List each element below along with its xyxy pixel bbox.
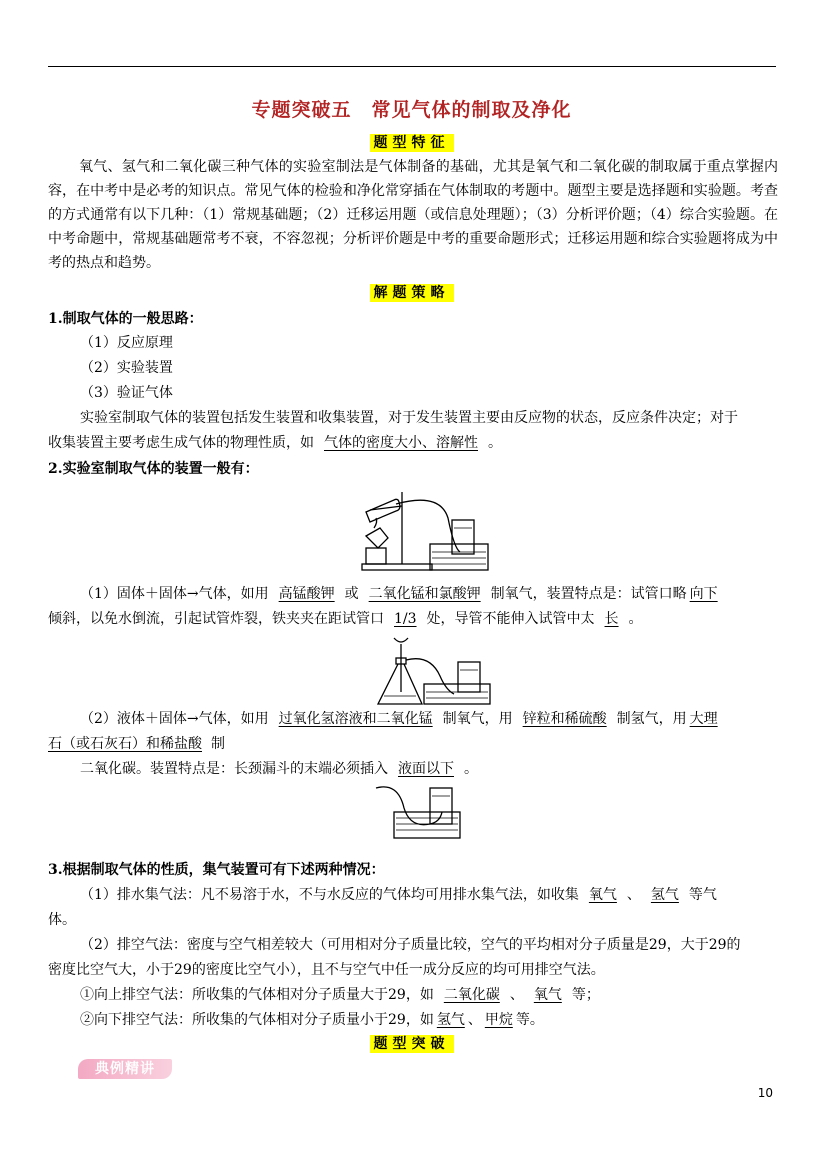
answer-blank: 大理 bbox=[689, 711, 718, 727]
s2-p2-text: 制氢气，用 bbox=[616, 711, 687, 727]
answer-blank: 气体的密度大小、溶解性 bbox=[324, 435, 478, 451]
water-collection-figure bbox=[374, 784, 464, 840]
answer-blank: 氧气 bbox=[533, 987, 562, 1003]
section-label: 题型特征 bbox=[370, 134, 454, 152]
answer-blank: 液面以下 bbox=[398, 761, 454, 777]
answer-blank: 向下 bbox=[689, 586, 718, 602]
answer-blank: 二氧化碳 bbox=[443, 987, 500, 1003]
intro-paragraph: 氧气、氢气和二氧化碳三种气体的实验室制法是气体制备的基础，尤其是氧气和二氧化碳的制取属于重点掌握内容，在中考中是必考的知识点。常见气体的检验和净化常穿插在气体制取的考题中。题型主要是选择题和实验题。考查的方式通常有以下几种：（1）常规基础题；（2）迁移运用题（或信息处理题）；（3）分析评价题；（4）综合实验题。在中考命题中，常规基础题常考不衰，不容忽视；分析评价题是中考的重要命题形式；迁移运用题和综合实验题将成为中考的热点和趋势。 bbox=[48, 159, 778, 271]
example-badge: 典例精讲 bbox=[78, 1059, 172, 1079]
s3-p1-line1 bbox=[48, 883, 778, 907]
s3-p2-line1 bbox=[48, 933, 778, 957]
page-number: 10 bbox=[757, 1086, 773, 1100]
liquid-solid-apparatus-figure bbox=[374, 636, 492, 708]
s1-item-1: （1）反应原理 bbox=[80, 335, 173, 351]
s3-up-text: ①向上排空气法：所收集的气体相对分子质量大于29，如 bbox=[80, 987, 434, 1003]
s2-heading: 2.实验室制取气体的装置一般有： bbox=[48, 461, 259, 477]
section-label: 题型突破 bbox=[370, 1035, 454, 1053]
s2-p1-text: 倾斜，以免水倒流，引起试管炸裂，铁夹夹在距试管口 bbox=[48, 611, 384, 627]
s2-p2-text: 。 bbox=[464, 761, 478, 777]
s2-p1-line2 bbox=[48, 607, 778, 631]
s3-p1-text: 、 bbox=[626, 887, 641, 903]
header-rule bbox=[48, 66, 776, 67]
s2-p2-text: 制 bbox=[211, 736, 225, 752]
answer-blank: 氢气 bbox=[650, 887, 679, 903]
s1-heading: 1.制取气体的一般思路： bbox=[48, 311, 203, 327]
section-heading-breakthrough bbox=[0, 1035, 823, 1053]
section-label: 解题策略 bbox=[370, 284, 454, 302]
s2-p1-text: （1）固体＋固体→气体，如用 bbox=[80, 586, 269, 602]
s2-p2-text: 二氧化碳。装置特点是：长颈漏斗的末端必须插入 bbox=[80, 761, 388, 777]
section-heading-features bbox=[0, 134, 823, 152]
s3-down-text: 等。 bbox=[515, 1012, 544, 1028]
answer-blank: 长 bbox=[604, 611, 619, 627]
s3-up-line bbox=[48, 983, 778, 1007]
s3-p2-text: （2）排空气法：密度与空气相差较大（可用相对分子质量比较，空气的平均相对分子质量是29，大于29的 bbox=[80, 937, 741, 953]
s3-p1-text: 等气 bbox=[688, 887, 717, 903]
s3-down-line bbox=[48, 1008, 778, 1032]
s2-p2-line2 bbox=[48, 732, 778, 756]
s2-p1-text: 或 bbox=[344, 586, 359, 602]
s2-p1-text: 。 bbox=[628, 611, 643, 627]
s2-p2-text: （2）液体＋固体→气体，如用 bbox=[80, 711, 269, 727]
answer-blank: 过氧化氢溶液和二氧化锰 bbox=[278, 711, 433, 727]
answer-blank: 甲烷 bbox=[484, 1012, 513, 1028]
s2-p2-text: 制氧气，用 bbox=[442, 711, 513, 727]
answer-blank: 高锰酸钾 bbox=[278, 586, 335, 602]
s1-text-a: 实验室制取气体的装置包括发生装置和收集装置，对于发生装置主要由反应物的状态，反应条件决定；对于 bbox=[80, 410, 738, 426]
s1-item-3: （3）验证气体 bbox=[80, 385, 173, 401]
solid-heating-apparatus-figure bbox=[360, 488, 490, 574]
s2-p1-text: 制氧气，装置特点是：试管口略 bbox=[490, 586, 687, 602]
s3-p2-line2: 密度比空气大，小于29的密度比空气小），且不与空气中任一成分反应的均可用排空气法。 bbox=[48, 962, 605, 978]
s3-up-text: 、 bbox=[509, 987, 524, 1003]
s2-p2-line1 bbox=[48, 707, 778, 731]
s1-text-b: 收集装置主要考虑生成气体的物理性质，如 bbox=[48, 435, 314, 451]
page-title: 专题突破五 常见气体的制取及净化 bbox=[251, 99, 572, 121]
answer-blank: 锌粒和稀硫酸 bbox=[522, 711, 607, 727]
answer-blank: 氧气 bbox=[588, 887, 617, 903]
s2-p1-text: 处，导管不能伸入试管中太 bbox=[426, 611, 595, 627]
s1-end: 。 bbox=[488, 435, 502, 451]
s1-item-2: （2）实验装置 bbox=[80, 360, 173, 376]
s3-p1-line2: 体。 bbox=[48, 912, 76, 928]
s3-down-text: ②向下排空气法：所收集的气体相对分子质量小于29，如 bbox=[80, 1012, 434, 1028]
s2-p1-line1 bbox=[48, 582, 778, 606]
s3-up-text: 等； bbox=[571, 987, 600, 1003]
answer-blank: 石（或石灰石）和稀盐酸 bbox=[48, 736, 202, 752]
section-heading-strategy bbox=[0, 284, 823, 302]
answer-blank: 氢气 bbox=[436, 1012, 465, 1028]
s1-text-b-line bbox=[48, 431, 778, 455]
s3-heading: 3.根据制取气体的性质，集气装置可有下述两种情况： bbox=[48, 862, 385, 878]
answer-blank: 1/3 bbox=[394, 611, 417, 627]
answer-blank: 二氧化锰和氯酸钾 bbox=[368, 586, 481, 602]
s3-p1-text: （1）排水集气法：凡不易溶于水，不与水反应的气体均可用排水集气法，如收集 bbox=[80, 887, 579, 903]
s3-down-text: 、 bbox=[467, 1012, 482, 1028]
s2-p2-line3 bbox=[48, 757, 778, 781]
